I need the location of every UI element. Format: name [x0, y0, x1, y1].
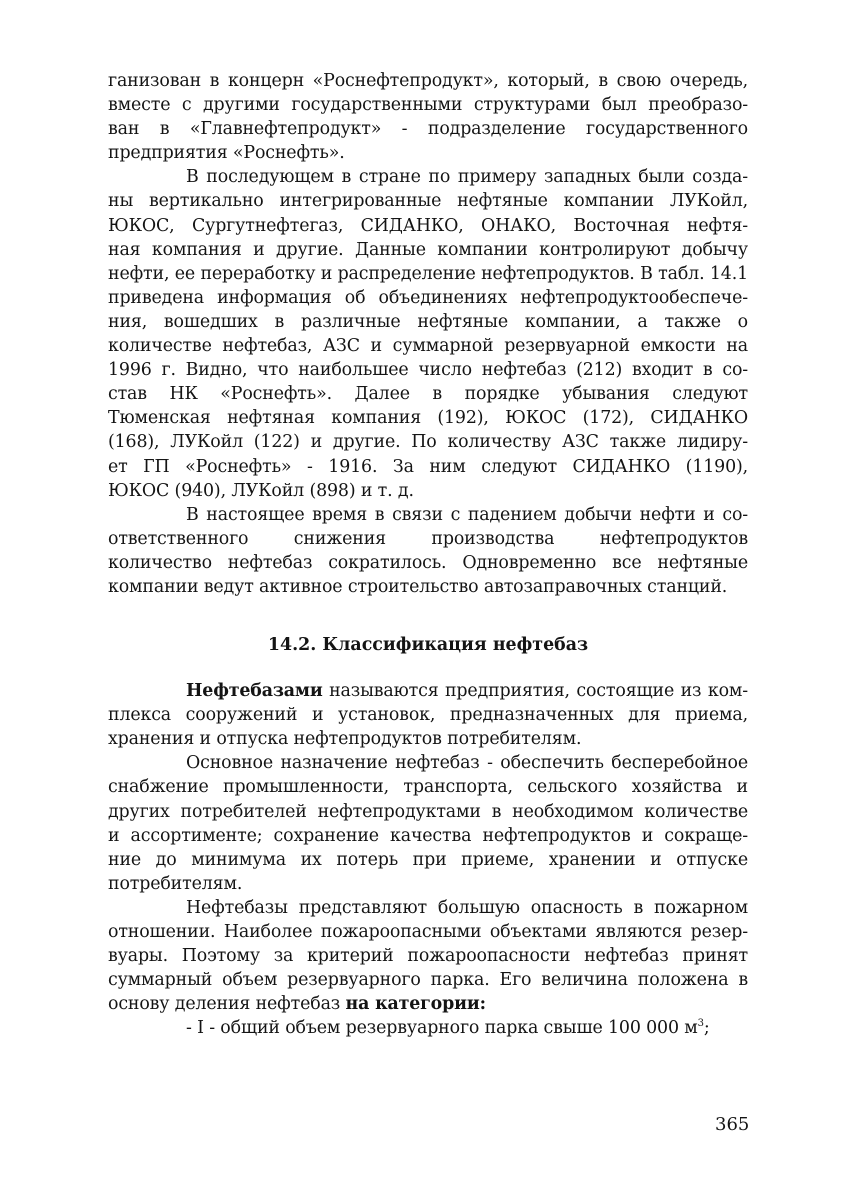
- text-line: Тюменская нефтяная компания (192), ЮКОС (172), СИДАНКО: [108, 408, 748, 429]
- text-line: снабжение промышленности, транспорта, сельского хозяйства и: [108, 777, 748, 798]
- text-line: В последующем в стране по примеру западных были созда-: [186, 167, 748, 188]
- text-line: ван в «Главнефтепродукт» - подразделение государственного: [108, 119, 748, 140]
- text-line: Основное назначение нефтебаз - обеспечить бесперебойное: [186, 753, 748, 774]
- text-line: ЮКОС (940), ЛУКойл (898) и т. д.: [108, 480, 414, 501]
- text-line: ния, вошедших в различные нефтяные компании, а также о: [108, 311, 748, 332]
- paragraph-current-state: [108, 503, 748, 599]
- text-line: ЮКОС, Сургутнефтегаз, СИДАНКО, ОНАКО, Восточная нефтя-: [108, 215, 748, 236]
- superscript: 3: [697, 1018, 704, 1030]
- text-line: потребителям.: [108, 873, 243, 894]
- paragraph-companies: [108, 165, 748, 502]
- text-line: вуары. Поэтому за критерий пожароопасности нефтебаз принят: [108, 946, 748, 967]
- text-line: ет ГП «Роснефть» - 1916. За ним следуют СИДАНКО (1190),: [108, 456, 748, 477]
- text-line: вместе с другими государственными структурами был преобразо-: [108, 95, 748, 116]
- text-line: количестве нефтебаз, АЗС и суммарной резервуарной емкости на: [108, 336, 748, 357]
- page-number: 365: [715, 1114, 750, 1135]
- text-line: предприятия «Роснефть».: [108, 143, 345, 164]
- text-line: суммарный объем резервуарного парка. Его величина положена в: [108, 970, 748, 991]
- text-line: ответственного снижения производства нефтепродуктов: [108, 528, 748, 549]
- text-line: ны вертикально интегрированные нефтяные компании ЛУКойл,: [108, 191, 748, 212]
- text-line: ная компания и другие. Данные компании контролируют добычу: [108, 239, 748, 260]
- text-line: Нефтебазы представляют большую опасность в пожарном: [186, 897, 748, 918]
- list-item-suffix: ;: [703, 1018, 710, 1039]
- paragraph-fire-hazard: [108, 896, 748, 1041]
- text-line: ганизован в концерн «Роснефтепродукт», который, в свою очередь,: [108, 71, 748, 91]
- paragraph-continuation: [108, 69, 748, 165]
- definition-term: Нефтебазами: [186, 681, 323, 702]
- text-line: отношении. Наиболее пожароопасными объектами являются резер-: [108, 922, 748, 942]
- text-line: хранения и отпуска нефтепродуктов потребителям.: [108, 729, 582, 750]
- text-line: В настоящее время в связи с падением добычи нефти и со-: [186, 504, 748, 525]
- text-line: нефти, ее переработку и распределение нефтепродуктов. В табл. 14.1: [108, 263, 748, 284]
- text-line: приведена информация об объединениях нефтепродуктообеспече-: [108, 287, 748, 308]
- text-fragment: основу деления нефтебаз: [108, 994, 346, 1015]
- text-line: 1996 г. Видно, что наибольшее число нефтебаз (212) входит в со-: [108, 360, 748, 381]
- text-line: компании ведут активное строительство автозаправочных станций.: [108, 576, 728, 597]
- text-line: ние до минимума их потерь при приеме, хранении и отпуске: [108, 849, 748, 870]
- text-line: количество нефтебаз сократилось. Одновременно все нефтяные: [108, 552, 748, 573]
- definition-text: называются предприятия, состоящие из ком-: [322, 681, 748, 702]
- list-item-text: - I - общий объем резервуарного парка свыше 100 000 м: [186, 1018, 698, 1039]
- text-line: [108, 992, 748, 1016]
- text-line: (168), ЛУКойл (122) и другие. По количеству АЗС также лидиру-: [108, 432, 748, 453]
- text-line: и ассортименте; сохранение качества нефтепродуктов и сокраще-: [108, 825, 748, 846]
- bold-term: на категории:: [345, 994, 486, 1015]
- text-line: став НК «Роснефть». Далее в порядке убывания следуют: [108, 384, 748, 405]
- paragraph-purpose: [108, 751, 748, 896]
- text-line: [108, 679, 748, 703]
- text-line: других потребителей нефтепродуктами в необходимом количестве: [108, 801, 748, 822]
- list-item: [108, 1016, 748, 1040]
- paragraph-definition: [108, 679, 748, 751]
- page-body: [108, 69, 748, 1040]
- text-line: плекса сооружений и установок, предназначенных для приема,: [108, 705, 748, 726]
- section-heading: 14.2. Классификация нефтебаз: [267, 635, 589, 656]
